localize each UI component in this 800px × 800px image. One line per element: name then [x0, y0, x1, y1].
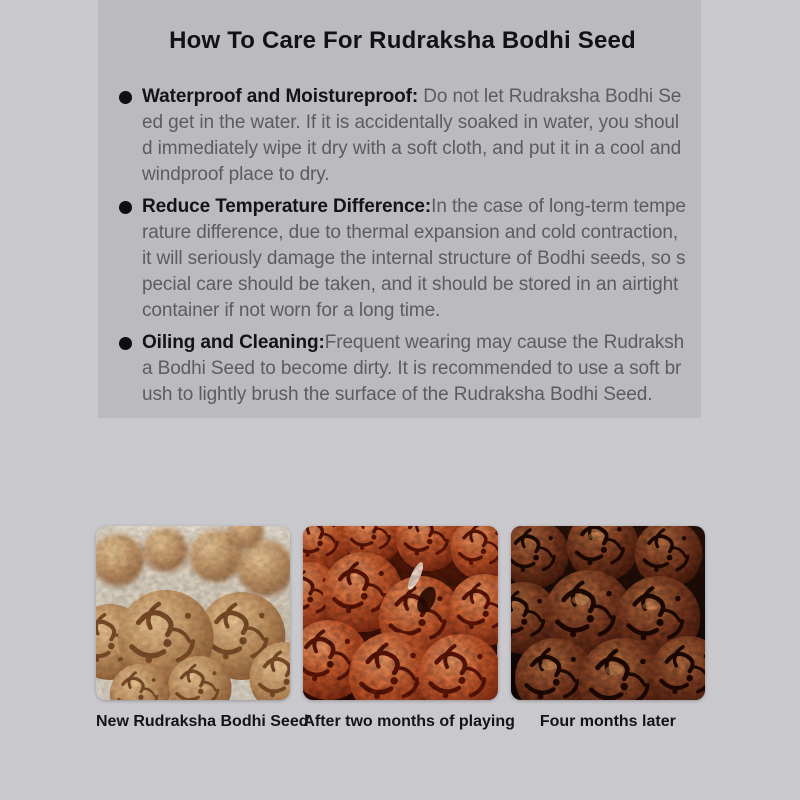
four-months-seeds-photo: [511, 526, 705, 700]
care-item-body: In the case of long-term temperature difference, due to thermal expansion and cold contraction, it will seriously damage the internal structure of Bodhi seeds, so special care should be taken, and it should be stored in an airtight container if not worn for a long time.: [142, 196, 686, 321]
gallery-caption-two-months: After two months of playing: [303, 713, 515, 730]
care-item-oiling: [119, 330, 686, 408]
gallery-item-new: [96, 526, 309, 731]
progress-gallery: [96, 526, 705, 731]
care-item-waterproof: [119, 84, 686, 188]
care-info-panel: [98, 0, 701, 418]
bullet-icon: [119, 201, 132, 214]
care-item-temperature: [119, 194, 686, 324]
new-tan-seeds-illustration: [96, 526, 290, 700]
section-title: How To Care For Rudraksha Bodhi Seed: [169, 27, 636, 54]
gallery-caption-new: New Rudraksha Bodhi Seed: [96, 713, 309, 730]
care-item-text: [142, 194, 686, 324]
care-item-label: Waterproof and Moistureproof:: [142, 86, 424, 107]
care-item-body: Do not let Rudraksha Bodhi Seed get in the water. If it is accidentally soaked in water, you should immediately wipe it dry with a soft cloth, and put it in a cool and windproof place to dry.: [142, 86, 682, 185]
bullet-icon: [119, 91, 132, 104]
new-seeds-photo: [96, 526, 290, 700]
care-list: [119, 84, 686, 408]
two-months-seeds-photo: [303, 526, 497, 700]
care-item-label: Reduce Temperature Difference:: [142, 196, 432, 217]
bullet-icon: [119, 337, 132, 350]
gallery-item-two-months: [303, 526, 515, 731]
gallery-caption-four-months: Four months later: [539, 713, 676, 730]
gallery-item-four-months: [511, 526, 705, 731]
care-item-text: [142, 84, 686, 188]
dark-seeds-illustration: [511, 526, 705, 700]
care-item-body: Frequent wearing may cause the Rudraksha Bodhi Seed to become dirty. It is recommended to use a soft brush to lightly brush the surface of the Rudraksha Bodhi Seed.: [142, 332, 685, 405]
care-item-text: [142, 330, 686, 408]
orange-seeds-illustration: [303, 526, 497, 700]
care-item-label: Oiling and Cleaning:: [142, 332, 325, 353]
